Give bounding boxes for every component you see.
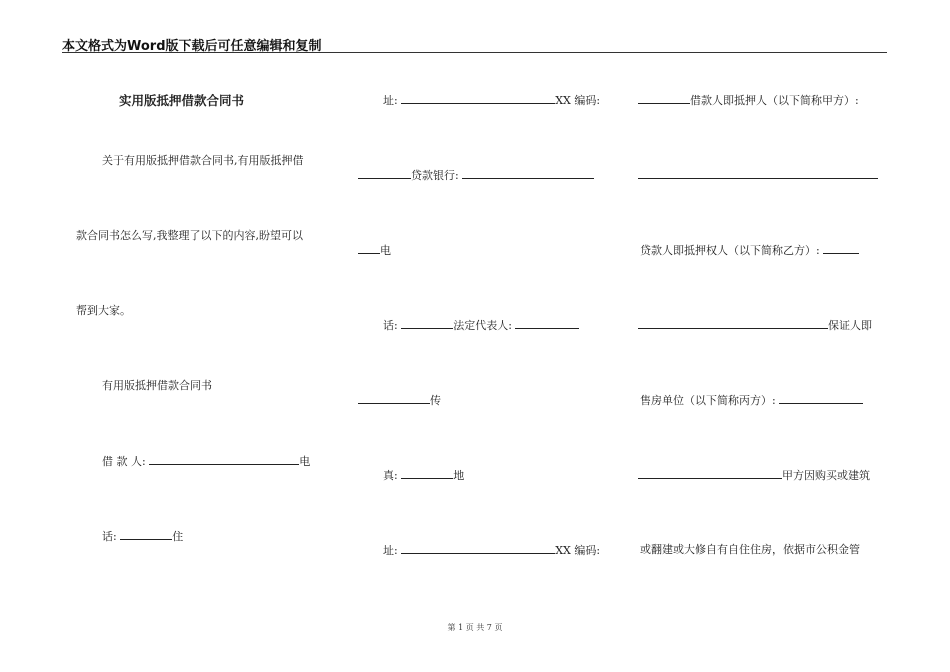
- col3-line-2: [638, 168, 878, 183]
- tel-label: 话:: [102, 530, 117, 543]
- borrower-label: 借 款 人:: [102, 455, 146, 468]
- bank-blank: [462, 168, 594, 179]
- blank: [779, 393, 863, 404]
- postcode-label: XX 编码:: [555, 94, 601, 107]
- section-heading: 有用版抵押借款合同书: [102, 379, 212, 392]
- representative-blank: [515, 318, 579, 329]
- postcode-label: XX 编码:: [555, 544, 601, 557]
- col2-address-line-2: [383, 543, 600, 558]
- blank: [638, 168, 878, 179]
- col2-rep-line: [383, 318, 579, 333]
- tel-label: 电: [380, 244, 391, 257]
- col3-line-5: [640, 393, 863, 408]
- blank: [358, 168, 411, 179]
- legal-representative-label: 法定代表人:: [453, 319, 512, 332]
- address-label: 址:: [383, 544, 398, 557]
- intro-line-2: 款合同书怎么写,我整理了以下的内容,盼望可以: [76, 229, 303, 242]
- tel-tail: 住: [172, 530, 184, 543]
- borrower-mortgagor-label: 借款人即抵押人（以下简称甲方）:: [690, 94, 859, 107]
- tel-blank: [120, 529, 172, 540]
- fax-blank: [401, 468, 453, 479]
- blank: [638, 468, 782, 479]
- blank: [638, 93, 690, 104]
- page-header-title: 本文格式为Word版下载后可任意编辑和复制: [62, 39, 322, 54]
- lender-bank-label: 贷款银行:: [411, 169, 459, 182]
- fax-label: 传: [430, 394, 441, 407]
- page-number: 第 1 页 共 7 页: [447, 623, 503, 632]
- col2-address-line-1: [383, 93, 600, 108]
- col3-line-6: [638, 468, 870, 483]
- purpose-text: 甲方因购买或建筑: [782, 469, 870, 482]
- document-title: 实用版抵押借款合同书: [119, 93, 245, 108]
- seller-label: 售房单位（以下简称丙方）:: [640, 394, 776, 407]
- blank: [823, 243, 859, 254]
- col2-bank-line: [358, 168, 594, 183]
- borrower-tail: 电: [299, 455, 311, 468]
- tel-label: 话:: [383, 319, 398, 332]
- col2-fax-value-line: [383, 468, 464, 483]
- col3-line-4: [638, 318, 872, 333]
- borrower-blank: [149, 454, 299, 465]
- address-blank: [401, 93, 555, 104]
- col3-line-1: [638, 93, 859, 108]
- blank: [638, 318, 828, 329]
- header-rule: [62, 52, 887, 53]
- blank: [358, 243, 380, 254]
- col3-line-7: 或翻建或大修自有自住住房，依据市公积金管: [640, 543, 860, 556]
- borrower-line: [102, 454, 310, 469]
- col2-tel-line: [358, 243, 391, 258]
- tel-blank: [401, 318, 453, 329]
- intro-line-1: 关于有用版抵押借款合同书,有用版抵押借: [102, 154, 304, 167]
- address-label: 址:: [383, 94, 398, 107]
- guarantor-label: 保证人即: [828, 319, 872, 332]
- col3-line-3: [640, 243, 859, 258]
- intro-line-3: 帮到大家。: [76, 304, 131, 317]
- lender-mortgagee-label: 贷款人即抵押权人（以下简称乙方）:: [640, 244, 820, 257]
- tel-line: [102, 529, 183, 544]
- blank: [358, 393, 430, 404]
- fax-label-tail: 真:: [383, 469, 398, 482]
- address-label: 地: [453, 469, 465, 482]
- address-blank: [401, 543, 555, 554]
- col2-fax-line: [358, 393, 441, 408]
